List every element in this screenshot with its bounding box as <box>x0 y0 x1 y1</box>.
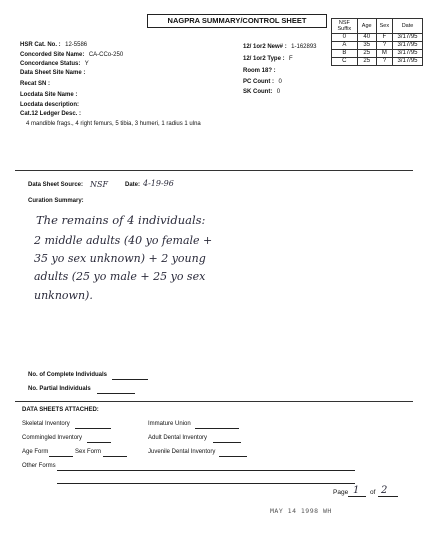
complete-individuals-label: No. of Complete Individuals <box>28 372 108 378</box>
field-label: Data Sheet Site Name : <box>20 70 86 76</box>
juvenile-dental-label: Juvenile Dental Inventory <box>148 449 216 455</box>
nsf-suffix-table <box>331 18 423 66</box>
partial-individuals-blank <box>97 393 135 394</box>
locdata-description-field <box>20 93 79 111</box>
table-header-row <box>332 19 423 34</box>
table-header: Sex <box>376 19 392 34</box>
table-cell: 3/17/95 <box>393 34 423 42</box>
table-cell: M <box>376 50 392 58</box>
field-label: 12/ 1or2 Type : <box>243 56 285 62</box>
page-label: Page <box>333 489 349 496</box>
table-cell: F <box>376 34 392 42</box>
table-row <box>332 50 423 58</box>
header-nsf-suffix: NSF Suffix <box>337 20 352 32</box>
table-cell: 25 <box>357 58 376 66</box>
curation-summary-line: The remains of 4 individuals: <box>36 213 206 227</box>
adult-dental-label: Adult Dental Inventory <box>148 435 208 441</box>
page-number: 1 <box>353 485 360 496</box>
table-cell: 25 <box>357 50 376 58</box>
curation-summary-line: 35 yo sex unknown) + 2 young <box>34 252 206 265</box>
commingled-inventory-blank <box>87 442 111 443</box>
field-label: 12/ 1or2 New# : <box>243 44 287 50</box>
age-form-label: Age Form <box>22 449 49 455</box>
field-label: Room 18? : <box>243 68 276 74</box>
date-label: Date: <box>125 182 141 188</box>
field-label: PC Count : <box>243 79 274 85</box>
field-value: 0 <box>278 79 282 85</box>
curation-summary-line: unknown). <box>34 289 93 302</box>
commingled-inventory-label: Commingled Inventory <box>22 435 83 441</box>
immature-union-label: Immature Union <box>148 421 191 427</box>
table-cell: 0 <box>332 34 358 42</box>
curation-summary-line: 2 middle adults (40 yo female + <box>34 234 213 247</box>
table-cell: 3/17/95 <box>393 58 423 66</box>
table-cell: ? <box>376 58 392 66</box>
table-row <box>332 42 423 50</box>
table-row <box>332 58 423 66</box>
complete-individuals-blank <box>112 379 148 380</box>
data-sheet-source-label: Data Sheet Source: <box>28 182 84 188</box>
skeletal-inventory-blank <box>75 428 111 429</box>
table-row <box>332 34 423 42</box>
other-forms-blank <box>57 470 355 471</box>
curation-summary-label: Curation Summary: <box>28 198 84 204</box>
adult-dental-blank <box>213 442 241 443</box>
table-header: Age <box>357 19 376 34</box>
field-value: CA-CCo-250 <box>88 52 124 58</box>
table-cell: 35 <box>357 42 376 50</box>
table-cell: 3/17/95 <box>393 50 423 58</box>
table-cell: 40 <box>357 34 376 42</box>
field-value: 12-5586 <box>65 42 88 48</box>
partial-individuals-label: No. Partial Individuals <box>28 386 91 392</box>
sk-count-field <box>243 80 280 98</box>
date-stamp: MAY 14 1998 WH <box>270 507 332 515</box>
page-number-blank <box>348 496 366 497</box>
page-total: 2 <box>381 485 388 496</box>
ledger-desc-label: Cat.12 Ledger Desc. : <box>20 111 82 117</box>
ledger-desc-value: 4 mandible frags., 4 right femurs, 5 tibia, 3 humeri, 1 radius 1 ulna <box>26 121 201 127</box>
table-header <box>332 19 358 34</box>
skeletal-inventory-label: Skeletal Inventory <box>22 421 70 427</box>
table-cell: A <box>332 42 358 50</box>
field-value: F <box>289 56 293 62</box>
of-label: of <box>370 489 376 496</box>
juvenile-dental-blank <box>219 456 247 457</box>
field-label: Concordance Status: <box>20 61 81 67</box>
field-value: 0 <box>276 89 281 95</box>
field-label: SK Count: <box>243 89 273 95</box>
sex-form-label: Sex Form <box>75 449 102 455</box>
field-value: 1-162893 <box>291 44 317 50</box>
table-cell: B <box>332 50 358 58</box>
table-header: Date <box>393 19 423 34</box>
field-label: Locdata description: <box>20 102 80 108</box>
data-sheet-source-value: NSF <box>90 180 109 189</box>
field-value: Y <box>84 61 89 67</box>
table-cell: C <box>332 58 358 66</box>
sex-form-blank <box>103 456 127 457</box>
immature-union-blank <box>195 428 239 429</box>
attached-heading: DATA SHEETS ATTACHED: <box>22 407 99 413</box>
field-label: HSR Cat. No. : <box>20 42 61 48</box>
section-divider <box>15 170 413 171</box>
field-label: Locdata Site Name : <box>20 92 78 98</box>
table-cell: ? <box>376 42 392 50</box>
page-title: NAGPRA SUMMARY/CONTROL SHEET <box>147 14 327 28</box>
section-divider <box>15 401 413 402</box>
table-cell: 3/17/95 <box>393 42 423 50</box>
other-forms-label: Other Forms <box>22 463 56 469</box>
other-forms-blank-2 <box>57 483 355 484</box>
age-form-blank <box>49 456 73 457</box>
field-label: Concorded Site Name: <box>20 52 85 58</box>
field-label: Recat SN : <box>20 81 51 87</box>
page-total-blank <box>378 496 398 497</box>
curation-summary-line: adults (25 yo male + 25 yo sex <box>34 270 206 283</box>
date-value: 4-19-96 <box>143 179 174 188</box>
